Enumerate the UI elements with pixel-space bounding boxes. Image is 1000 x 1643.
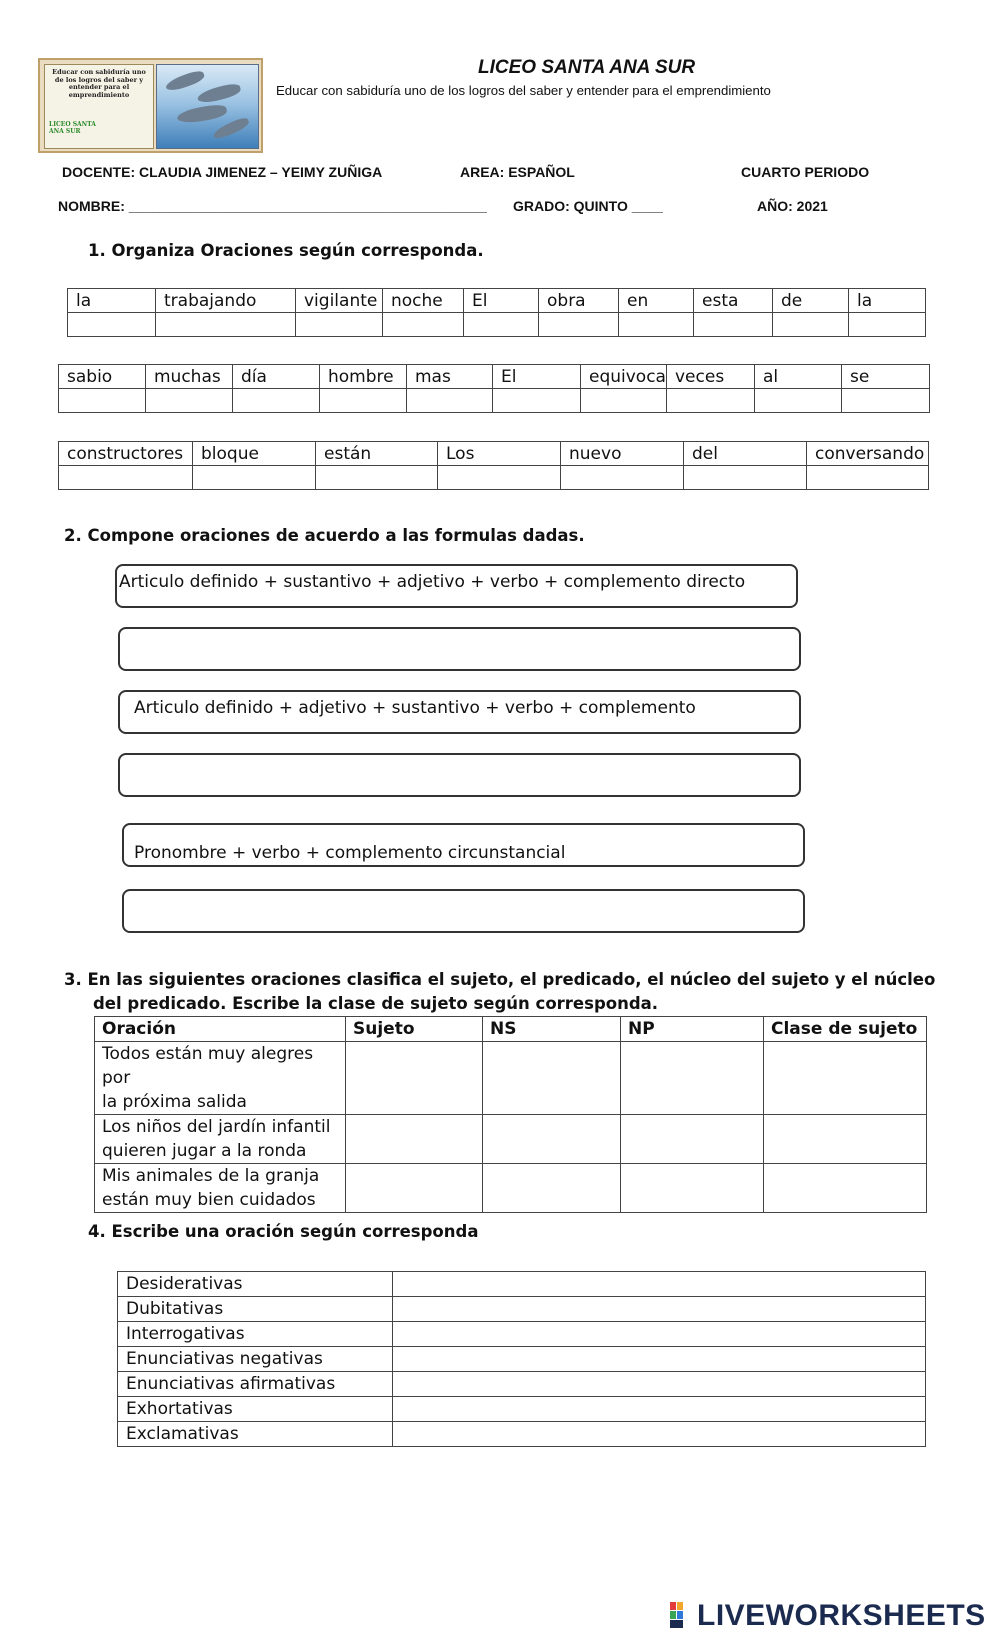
answer-cell[interactable] — [621, 1115, 764, 1164]
table-row — [118, 1272, 926, 1297]
word-cell: constructores — [59, 442, 193, 466]
table-header-row — [95, 1017, 927, 1042]
teacher-label: DOCENTE: CLAUDIA JIMENEZ – YEIMY ZUÑIGA — [62, 164, 383, 180]
type-label: Interrogativas — [118, 1322, 393, 1347]
answer-cell[interactable] — [156, 313, 296, 337]
word-cell: vigilante — [296, 289, 383, 313]
answer-cell[interactable] — [667, 389, 755, 413]
answer-cell[interactable] — [764, 1042, 927, 1115]
school-motto: Educar con sabiduría uno de los logros del saber y entender para el emprendimiento — [276, 83, 771, 98]
answer-cell[interactable] — [346, 1042, 483, 1115]
sentence-line: Los niños del jardín infantil — [102, 1117, 331, 1137]
word-row — [68, 289, 926, 313]
sentence-types-table — [117, 1271, 926, 1447]
word-cell: equivoca — [581, 365, 667, 389]
formula-box-3: Pronombre + verbo + complemento circunstancial — [122, 823, 805, 867]
answer-cell[interactable] — [393, 1322, 926, 1347]
period-label: CUARTO PERIODO — [741, 164, 870, 180]
word-cell: obra — [539, 289, 619, 313]
answer-cell[interactable] — [493, 389, 581, 413]
word-cell: trabajando — [156, 289, 296, 313]
word-cell: bloque — [193, 442, 316, 466]
word-cell: del — [684, 442, 807, 466]
table-row — [118, 1347, 926, 1372]
formula-box-2: Articulo definido + adjetivo + sustantivo + verbo + complemento — [118, 690, 801, 734]
answer-cell[interactable] — [755, 389, 842, 413]
sentence-line: están muy bien cuidados — [102, 1190, 316, 1210]
word-row — [59, 442, 929, 466]
answer-cell[interactable] — [146, 389, 233, 413]
answer-cell[interactable] — [346, 1164, 483, 1213]
answer-cell[interactable] — [684, 466, 807, 490]
type-label: Dubitativas — [118, 1297, 393, 1322]
answer-cell[interactable] — [621, 1042, 764, 1115]
header-np: NP — [621, 1017, 764, 1042]
type-label: Exclamativas — [118, 1422, 393, 1447]
answer-row — [59, 466, 929, 490]
table-row — [95, 1042, 927, 1115]
answer-cell[interactable] — [68, 313, 156, 337]
word-cell: El — [493, 365, 581, 389]
word-cell: muchas — [146, 365, 233, 389]
logo-school-text: LICEO SANTA ANA SUR — [49, 121, 96, 135]
answer-cell[interactable] — [483, 1042, 621, 1115]
table-row — [118, 1322, 926, 1347]
table-row — [118, 1372, 926, 1397]
question-1-title: 1. Organiza Oraciones según corresponda. — [88, 241, 484, 260]
answer-cell[interactable] — [193, 466, 316, 490]
answer-cell[interactable] — [393, 1397, 926, 1422]
question-3-title: 3. En las siguientes oraciones clasifica el sujeto, el predicado, el núcleo del sujeto y el núcleo — [64, 970, 936, 989]
table-row — [118, 1422, 926, 1447]
word-cell: en — [619, 289, 694, 313]
word-grid-1 — [67, 288, 926, 337]
sentence-line: quieren jugar a la ronda — [102, 1141, 307, 1161]
answer-cell[interactable] — [483, 1115, 621, 1164]
word-cell: hombre — [320, 365, 407, 389]
year-label: AÑO: 2021 — [757, 198, 828, 214]
answer-cell[interactable] — [233, 389, 320, 413]
word-cell: esta — [694, 289, 773, 313]
word-cell: El — [464, 289, 539, 313]
answer-cell[interactable] — [842, 389, 930, 413]
word-cell: al — [755, 365, 842, 389]
type-label: Exhortativas — [118, 1397, 393, 1422]
answer-row — [59, 389, 930, 413]
sentence-analysis-table — [94, 1016, 927, 1213]
word-cell: la — [68, 289, 156, 313]
word-cell: veces — [667, 365, 755, 389]
header-sujeto: Sujeto — [346, 1017, 483, 1042]
answer-cell[interactable] — [393, 1272, 926, 1297]
answer-cell[interactable] — [464, 313, 539, 337]
answer-cell[interactable] — [383, 313, 464, 337]
word-cell: están — [316, 442, 438, 466]
word-cell: sabio — [59, 365, 146, 389]
sentence-cell — [95, 1042, 346, 1115]
type-label: Desiderativas — [118, 1272, 393, 1297]
answer-cell[interactable] — [694, 313, 773, 337]
liveworksheets-logo-icon — [670, 1602, 692, 1629]
table-row — [118, 1297, 926, 1322]
sentence-cell — [95, 1115, 346, 1164]
table-row — [95, 1164, 927, 1213]
word-cell: mas — [407, 365, 493, 389]
answer-box-2[interactable] — [118, 753, 801, 797]
answer-cell[interactable] — [393, 1422, 926, 1447]
name-field[interactable]: NOMBRE: ______________________________________________ — [58, 198, 487, 214]
word-cell: día — [233, 365, 320, 389]
answer-cell[interactable] — [346, 1115, 483, 1164]
table-row — [95, 1115, 927, 1164]
word-cell: la — [849, 289, 926, 313]
formula-box-1: Articulo definido + sustantivo + adjetivo + verbo + complemento directo — [115, 564, 798, 608]
question-2-title: 2. Compone oraciones de acuerdo a las formulas dadas. — [64, 526, 585, 545]
logo-motto-text: Educar con sabiduría uno de los logros del saber y entender para el emprendimiento — [52, 68, 146, 99]
answer-cell[interactable] — [59, 389, 146, 413]
header-clase-sujeto: Clase de sujeto — [764, 1017, 927, 1042]
sentence-line: Mis animales de la granja — [102, 1166, 320, 1186]
grade-field[interactable]: GRADO: QUINTO ____ — [513, 198, 663, 214]
answer-cell[interactable] — [407, 389, 493, 413]
answer-cell[interactable] — [561, 466, 684, 490]
answer-cell[interactable] — [581, 389, 667, 413]
answer-cell[interactable] — [296, 313, 383, 337]
answer-cell[interactable] — [393, 1347, 926, 1372]
answer-cell[interactable] — [59, 466, 193, 490]
question-4-title: 4. Escribe una oración según corresponda — [88, 1222, 479, 1241]
answer-cell[interactable] — [773, 313, 849, 337]
answer-cell[interactable] — [807, 466, 929, 490]
answer-cell[interactable] — [316, 466, 438, 490]
word-row — [59, 365, 930, 389]
logo-whales-image — [156, 64, 259, 149]
type-label: Enunciativas negativas — [118, 1347, 393, 1372]
word-grid-2 — [58, 364, 930, 413]
answer-row — [68, 313, 926, 337]
word-grid-3 — [58, 441, 929, 490]
answer-cell[interactable] — [621, 1164, 764, 1213]
answer-cell[interactable] — [619, 313, 694, 337]
header-oracion: Oración — [95, 1017, 346, 1042]
answer-box-1[interactable] — [118, 627, 801, 671]
word-cell: Los — [438, 442, 561, 466]
word-cell: nuevo — [561, 442, 684, 466]
word-cell: de — [773, 289, 849, 313]
sentence-line: Todos están muy alegres por — [102, 1044, 314, 1088]
answer-cell[interactable] — [764, 1115, 927, 1164]
word-cell: noche — [383, 289, 464, 313]
answer-cell[interactable] — [764, 1164, 927, 1213]
answer-box-3[interactable] — [122, 889, 805, 933]
answer-cell[interactable] — [539, 313, 619, 337]
answer-cell[interactable] — [393, 1372, 926, 1397]
answer-cell[interactable] — [849, 313, 926, 337]
table-row — [118, 1397, 926, 1422]
school-title: LICEO SANTA ANA SUR — [478, 57, 696, 78]
sentence-cell — [95, 1164, 346, 1213]
answer-cell[interactable] — [320, 389, 407, 413]
header-ns: NS — [483, 1017, 621, 1042]
question-3-title-cont: del predicado. Escribe la clase de sujeto según corresponda. — [93, 994, 659, 1013]
type-label: Enunciativas afirmativas — [118, 1372, 393, 1397]
liveworksheets-brand[interactable]: LIVEWORKSHEETS — [697, 1599, 986, 1632]
answer-cell[interactable] — [483, 1164, 621, 1213]
word-cell: conversando — [807, 442, 929, 466]
area-label: AREA: ESPAÑOL — [460, 164, 575, 180]
answer-cell[interactable] — [393, 1297, 926, 1322]
school-logo — [38, 58, 263, 153]
answer-cell[interactable] — [438, 466, 561, 490]
word-cell: se — [842, 365, 930, 389]
logo-text-panel — [44, 64, 154, 149]
sentence-line: la próxima salida — [102, 1092, 247, 1112]
